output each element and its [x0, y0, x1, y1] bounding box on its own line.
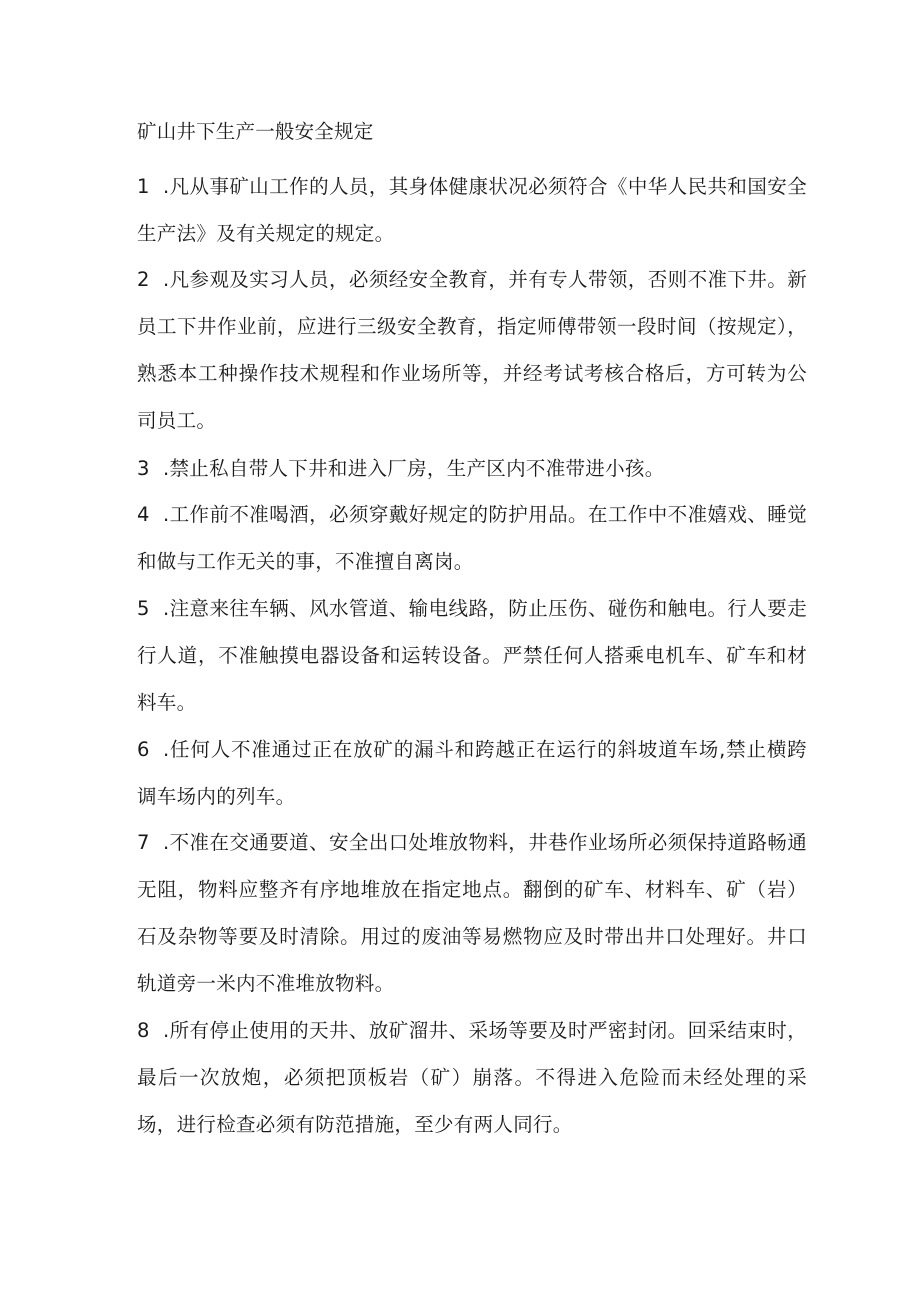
rule-number: 2 [137, 268, 150, 291]
rule-text: .凡参观及实习人员，必须经安全教育，并有专人带领，否则不准下井。新员工下井作业前，应进行三级安全教育，指定师傅带领一段时间（按规定），熟悉本工种操作技术规程和作业场所等，并经考试考核合格后，方可转为公司员工。 [137, 268, 807, 432]
rule-item-6 [137, 726, 807, 820]
rule-item-7 [137, 819, 807, 1007]
rule-number: 5 [137, 597, 150, 620]
rule-number: 8 [137, 1019, 150, 1042]
rule-item-1 [137, 163, 807, 257]
rule-item-2 [137, 256, 807, 444]
rule-item-5 [137, 585, 807, 726]
rule-number: 1 [137, 175, 150, 198]
rule-text: .禁止私自带人下井和进入厂房，生产区内不准带进小孩。 [163, 457, 665, 480]
rule-text: .所有停止使用的天井、放矿溜井、采场等要及时严密封闭。回采结束时，最后一次放炮，必须把顶板岩（矿）崩落。不得进入危险而未经处理的采场，进行检查必须有防范措施，至少有两人同行。 [137, 1019, 807, 1136]
rule-number: 4 [137, 503, 150, 526]
rule-text: .工作前不准喝酒，必须穿戴好规定的防护用品。在工作中不准嬉戏、睡觉和做与工作无关的事，不准擅自离岗。 [137, 503, 807, 573]
rule-item-3 [137, 445, 807, 492]
rule-number: 6 [137, 738, 150, 761]
rule-text: .凡从事矿山工作的人员，其身体健康状况必须符合《中华人民共和国安全生产法》及有关规定的规定。 [137, 175, 807, 245]
rule-number: 3 [137, 457, 150, 480]
rule-text: .不准在交通要道、安全出口处堆放物料，井巷作业场所必须保持道路畅通无阻，物料应整齐有序地堆放在指定地点。翻倒的矿车、材料车、矿（岩）石及杂物等要及时清除。用过的废油等易燃物应及时带出井口处理好。井口轨道旁一米内不准堆放物料。 [137, 831, 807, 995]
rule-number: 7 [137, 831, 150, 854]
rule-item-4 [137, 491, 807, 585]
rule-text: .注意来往车辆、风水管道、输电线路，防止压伤、碰伤和触电。行人要走行人道，不准触摸电器设备和运转设备。严禁任何人搭乘电机车、矿车和材料车。 [137, 597, 807, 714]
document-title: 矿山井下生产一般安全规定 [137, 120, 374, 143]
rule-item-8 [137, 1007, 807, 1148]
rule-text: .任何人不准通过正在放矿的漏斗和跨越正在运行的斜坡道车场,禁止横跨调车场内的列车。 [137, 738, 807, 808]
